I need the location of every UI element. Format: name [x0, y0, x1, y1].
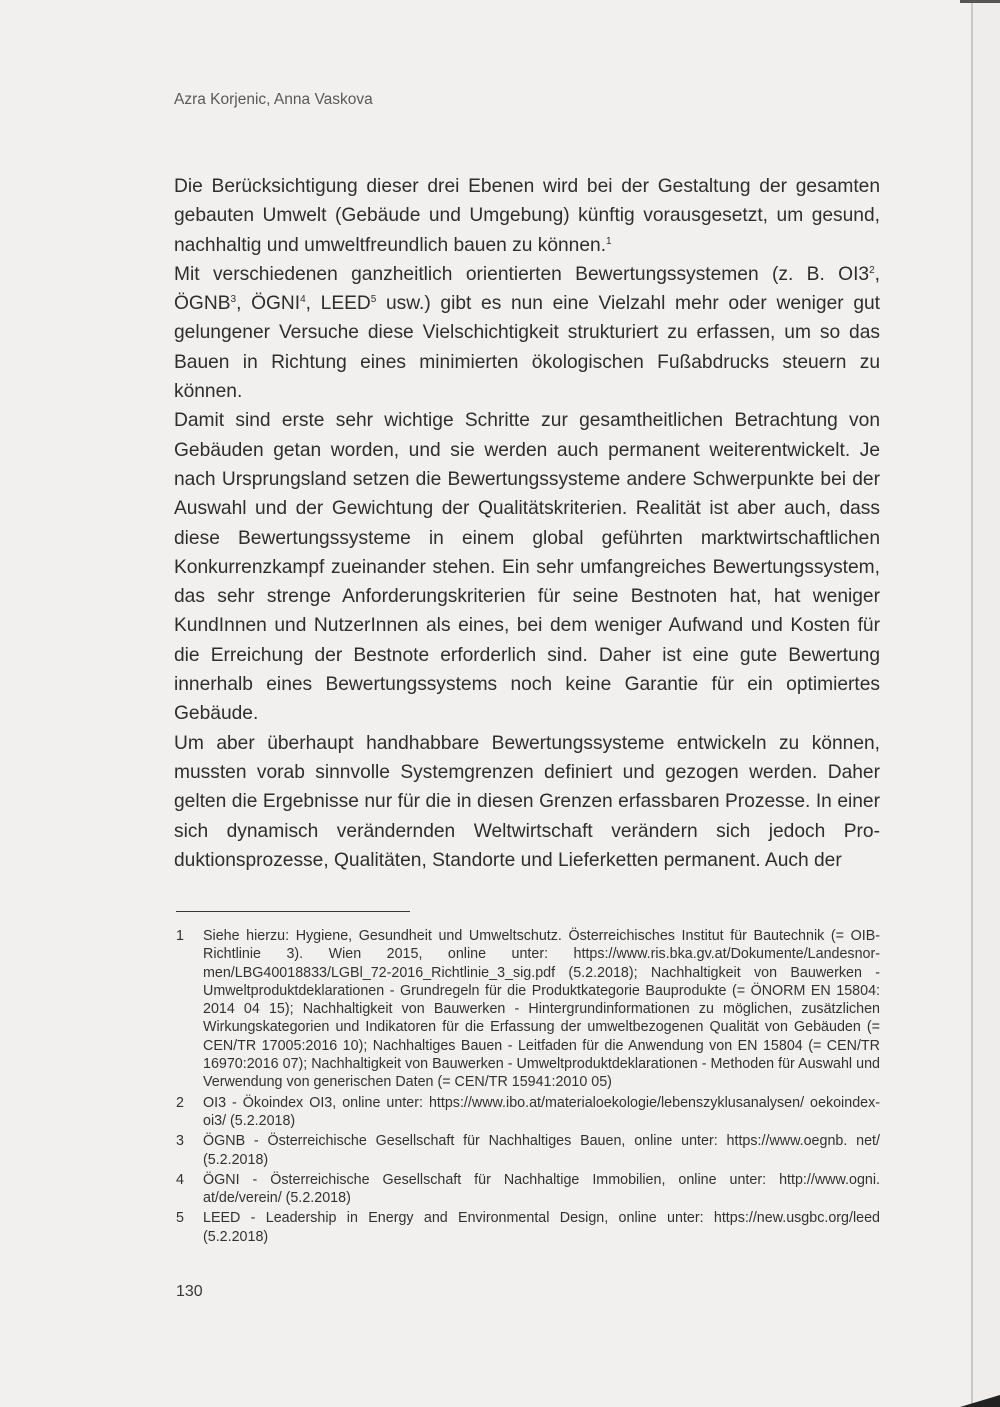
text-run: Mit verschiedenen ganzheitlich orientierten Bewertungssystemen (z. B. OI3: [174, 263, 870, 285]
footnote-text: ÖGNB - Österreichische Gesellschaft für Nachhaltiges Bauen, online unter: https://www.oegnb. net/ (5.2.2018): [203, 1133, 880, 1168]
text-run: Um aber überhaupt handhabbare Bewertungssysteme entwickeln zu können, mussten vorab sinnvolle Systemgrenzen definiert und gezogen werden. Daher gelten die Ergebnisse nur für die in diesen Grenzen erfassbaren Prozesse. In einer sich dynamisch verändernden Weltwirtschaft verändern sich jedoch Produktionsprozesse, Qualitäten, Standorte und Lieferketten permanent. Auch der: [174, 732, 880, 871]
footnote-text: Siehe hierzu: Hygiene, Gesundheit und Umweltschutz. Österreichisches Institut für Bautechnik (= OIB-Richtlinie 3). Wien 2015, online unter: https://www.ris.bka.gv.at/Dokumente/Landesnormen/LBG40018833/LGBl_72-2016_Richtlinie_3_sig.pdf (5.2.2018); Nachhaltigkeit von Bauwerken - Umweltproduktdeklarationen - Grundregeln für die Produktkategorie Bauprodukte (= ÖNORM EN 15804: 2014 04 15); Nachhaltigkeit von Bauwerken - Hintergrundinformationen zu möglichen, zusätzlichen Wirkungskategorien und Indikatoren für die Erfassung der umweltbezogenen Qualität von Gebäuden (= CEN/TR 17005:2016 10); Nachhaltiges Bauen - Leitfaden für die Anwendung von EN 15804 (= CEN/TR 16970:2016 07); Nachhaltigkeit von Bauwerken - Umweltproduktdeklarationen - Methoden für Auswahl und Verwendung von generischen Daten (= CEN/TR 15941:2010 05): [203, 928, 880, 1091]
text-run: usw.) gibt es nun eine Vielzahl mehr oder weniger gut gelungener Versuche diese Vielschichtigkeit strukturiert zu erfassen, um so das Bauen in Richtung eines minimierten ökologischen Fußabdrucks steuern zu können.: [174, 293, 880, 403]
adjacent-page-edge: [973, 0, 1000, 1407]
paragraph: [174, 406, 880, 728]
body-text: [174, 172, 880, 875]
footnote-text: ÖGNI - Österreichische Gesellschaft für Nachhaltige Immobilien, online unter: http://www.ogni. at/de/verein/ (5.2.2018): [203, 1171, 880, 1207]
footnote-text: LEED - Leadership in Energy and Environmental Design, online unter: https://new.usgbc.org/leed (5.2.2018): [203, 1210, 880, 1245]
footnote-reference[interactable]: 2: [869, 264, 875, 276]
footnote-number: 3: [176, 1133, 184, 1150]
text-run: , ÖGNB: [174, 263, 880, 315]
footnote-number: 4: [176, 1171, 184, 1188]
paragraph: [174, 260, 880, 406]
footnote: [176, 1209, 880, 1246]
footnote: [176, 1132, 880, 1169]
paragraph: [174, 729, 880, 875]
footnote: [176, 927, 880, 1092]
footnotes: [176, 927, 880, 1248]
text-run: Die Berücksichtigung dieser drei Ebenen wird bei der Gestaltung der gesamten gebauten Umwelt (Gebäude und Umgebung) künftig vorausgesetzt, um gesund, nachhaltig und umweltfreundlich bauen zu können.: [174, 176, 880, 256]
text-run: Damit sind erste sehr wichtige Schritte zur gesamtheitlichen Betrachtung von Gebäuden getan worden, und sie werden auch permanent weiterentwickelt. Je nach Ursprungsland setzen die Bewertungssysteme andere Schwerpunkte bei der Auswahl und der Gewichtung der Qualitätskriterien. Realität ist aber auch, dass diese Bewertungssysteme in einem global geführten marktwirtschaftlichen Konkurrenzkampf zueinander stehen. Ein sehr umfangreiches Bewertungssystem, das sehr strenge Anforderungskriterien für seine Bestnoten hat, hat weniger KundInnen und NutzerInnen als eines, bei dem weniger Aufwand und Kosten für die Erreichung der Bestnote erforderlich sind. Daher ist eine gute Bewertung innerhalb eines Bewertungssystems noch keine Garantie für ein optimiertes Gebäude.: [174, 410, 880, 725]
footnote-number: 5: [176, 1210, 184, 1227]
footnote-reference[interactable]: 4: [300, 294, 306, 306]
footnote: [176, 1094, 880, 1131]
footnote-number: 1: [176, 928, 184, 944]
footnote-separator: [176, 911, 410, 912]
scan-shadow-top: [960, 0, 1000, 3]
page-number: 130: [176, 1283, 203, 1300]
running-head-authors: Azra Korjenic, Anna Vaskova: [174, 91, 373, 108]
footnote-reference[interactable]: 5: [370, 294, 377, 306]
footnote-text: OI3 - Ökoindex OI3, online unter: https://www.ibo.at/materialoekologie/lebenszyklusanalysen/ oekoindex-oi3/ (5.2.2018): [203, 1094, 880, 1129]
footnote-reference[interactable]: 1: [606, 235, 612, 247]
scan-shadow-corner: [960, 1395, 1000, 1407]
page-gutter-line: [971, 0, 973, 1407]
paragraph: [174, 172, 880, 260]
footnote: [176, 1171, 880, 1208]
text-run: , LEED: [305, 293, 371, 315]
footnote-number: 2: [176, 1094, 184, 1111]
footnote-reference[interactable]: 3: [230, 294, 237, 306]
text-run: , ÖGNI: [236, 293, 301, 315]
